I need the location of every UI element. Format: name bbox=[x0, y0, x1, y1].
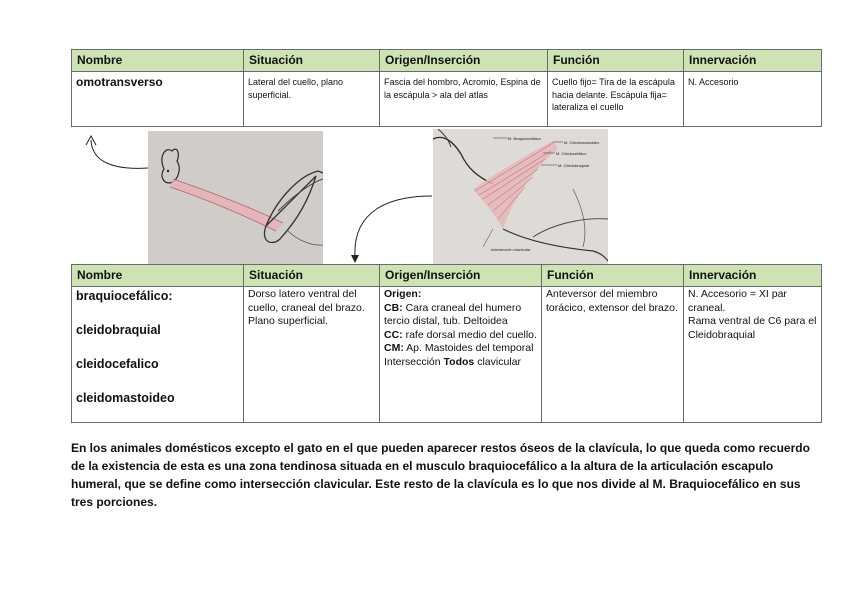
cell-origen: Fascia del hombro, Acromio, Espina de la escápula > ala del atlas bbox=[380, 72, 548, 127]
cell-innervacion: N. Accesorio bbox=[684, 72, 822, 127]
table-braquiocefalico bbox=[71, 264, 822, 423]
header-innervacion: Innervación bbox=[684, 265, 822, 287]
inter-c: clavicular bbox=[477, 355, 521, 368]
cell-situacion: Lateral del cuello, plano superficial. bbox=[244, 72, 380, 127]
cc-tag: CC: bbox=[384, 328, 403, 341]
cell-origen bbox=[380, 287, 542, 423]
cell-innervacion bbox=[684, 287, 822, 423]
cm-tag: CM: bbox=[384, 342, 404, 354]
muscle-name: omotransverso bbox=[76, 75, 163, 89]
cell-nombres bbox=[72, 287, 244, 423]
cm-text: Ap. Mastoides del temporal bbox=[406, 342, 534, 354]
name-cleidomastoideo: cleidomastoideo bbox=[76, 391, 175, 405]
name-cleidobraquial: cleidobraquial bbox=[76, 323, 161, 337]
header-funcion: Función bbox=[548, 50, 684, 72]
cell-situacion: Dorso latero ventral del cuello, craneal del brazo. Plano superficial. bbox=[244, 287, 380, 423]
innervacion-2: Rama ventral de C6 para el Cleidobraquial bbox=[688, 315, 817, 341]
explanation-paragraph: En los animales domésticos excepto el gato en el que pueden aparecer restos óseos de la clavícula, lo que queda como recuerdo de la existencia de esta es una zona tendinosa situada en el musculo braquiocefálico a la altura de la articulación escapulo humeral, que se define como intersección clavicular. Este resto de la clavícula es lo que nos divide al M. Braquiocefálico en sus tres porciones. bbox=[71, 441, 810, 509]
cc-text: rafe dorsal medio del cuello. bbox=[405, 328, 537, 341]
header-origen: Origen/Inserción bbox=[380, 50, 548, 72]
header-nombre: Nombre bbox=[72, 265, 244, 287]
cell-funcion: Cuello fijo= Tira de la escápula hacia delante. Escápula fija= lateraliza el cuello bbox=[548, 72, 684, 127]
inter-a: Intersección bbox=[384, 355, 441, 368]
header-situacion: Situación bbox=[244, 50, 380, 72]
label-interseccion: Intersección clavicular bbox=[491, 247, 531, 252]
cell-funcion: Anteversor del miembro torácico, extensor del brazo. bbox=[542, 287, 684, 423]
innervacion-1: N. Accesorio = XI par craneal. bbox=[688, 288, 787, 314]
header-situacion: Situación bbox=[244, 265, 380, 287]
cb-text: Cara craneal del humero tercio distal, tub. Deltoidea bbox=[384, 301, 522, 327]
inter-b: Todos bbox=[443, 355, 475, 368]
header-origen: Origen/Inserción bbox=[380, 265, 542, 287]
label-cleidomastoideo: M. Cleidomastoideo bbox=[564, 140, 600, 145]
label-braquiocefalico: M. Braquiocefálico bbox=[508, 136, 541, 141]
name-cleidocefalico: cleidocefalico bbox=[76, 357, 159, 371]
label-cleidocefalico: M. Cleidocefálico bbox=[556, 151, 587, 156]
name-braquiocefalico: braquiocefálico: bbox=[76, 289, 173, 303]
header-nombre: Nombre bbox=[72, 50, 244, 72]
label-cleidobraquial: M. Cleidobraquial bbox=[558, 163, 590, 168]
header-funcion: Función bbox=[542, 265, 684, 287]
cb-tag: CB: bbox=[384, 301, 403, 314]
origen-title: Origen: bbox=[384, 288, 422, 300]
header-innervacion: Innervación bbox=[684, 50, 822, 72]
